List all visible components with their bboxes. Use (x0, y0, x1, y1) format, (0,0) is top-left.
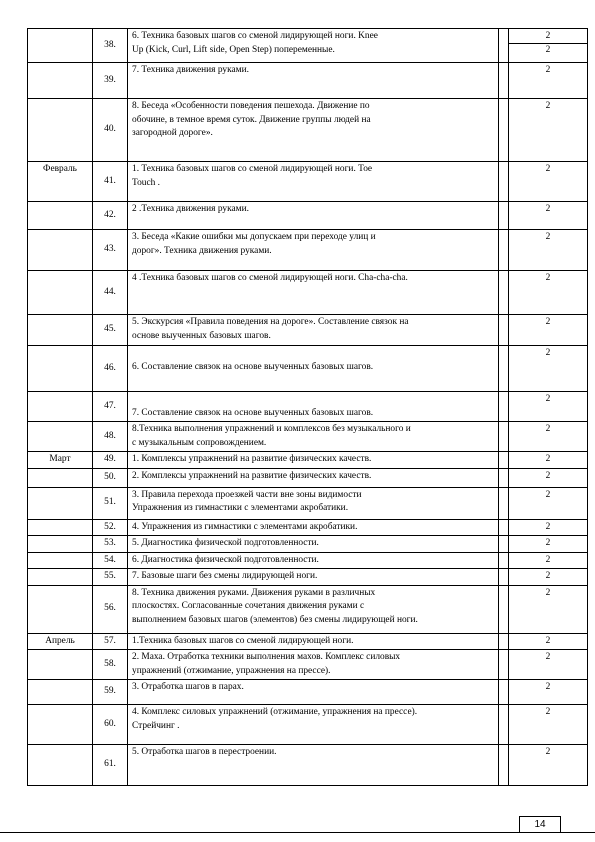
lesson-number: 54. (93, 552, 128, 569)
topic-line: с музыкальным сопровождением. (132, 437, 267, 448)
month-cell (28, 536, 93, 553)
topic-line: 1. Комплексы упражнений на развитие физических качеств. (132, 454, 372, 464)
topic-line (132, 347, 495, 361)
hours-value: 2 (545, 682, 551, 692)
spacer-cell (499, 633, 509, 650)
topic-line: Up (Kick, Curl, Lift side, Open Step) попеременные. (132, 44, 335, 55)
lesson-number: 50. (93, 468, 128, 487)
hours-value: 2 (545, 747, 551, 757)
lesson-number: 48. (93, 422, 128, 452)
topic-line: 8.Техника выполнения упражнений и комплексов без музыкального и (132, 424, 411, 434)
hours-value: 2 (545, 571, 551, 581)
month-cell (28, 487, 93, 519)
spacer-cell (499, 487, 509, 519)
topic-line: обочине, в темное время суток. Движение группы людей на (132, 114, 371, 125)
lesson-number: 57. (93, 633, 128, 650)
spacer-cell (499, 519, 509, 536)
table-row (28, 536, 588, 553)
lesson-topic (128, 650, 499, 680)
spacer-cell (499, 552, 509, 569)
month-cell (28, 585, 93, 633)
footer-rule (0, 832, 595, 833)
hours-value: 2 (545, 554, 551, 565)
lesson-topic (128, 705, 499, 745)
table-row (28, 552, 588, 569)
table-row (28, 468, 588, 487)
hours-cell (509, 705, 588, 745)
hours-value: 2 (545, 489, 551, 500)
month-cell (28, 680, 93, 705)
lesson-number: 60. (93, 705, 128, 745)
spacer-cell (499, 452, 509, 469)
lesson-topic (128, 162, 499, 202)
topic-line: Стрейчинг . (132, 720, 180, 731)
topic-line: плоскостях. Согласованные сочетания движения руками с (132, 601, 365, 611)
lesson-topic (128, 315, 499, 346)
page-number: 14 (519, 816, 561, 833)
lesson-topic (128, 29, 499, 63)
table-row (28, 315, 588, 346)
hours-cell (509, 99, 588, 162)
hours-value: 2 (545, 587, 551, 598)
topic-line: выполнением базовых шагов (элементов) без смены лидирующей ноги. (132, 614, 418, 625)
month-cell (28, 552, 93, 569)
topic-line: 6. Составление связок на основе выученных базовых шагов. (132, 361, 374, 372)
topic-line: 3. Правила перехода проезжей части вне зоны видимости (132, 489, 362, 500)
lesson-number: 46. (93, 346, 128, 392)
month-cell (28, 346, 93, 392)
lesson-topic (128, 680, 499, 705)
month-cell (28, 650, 93, 680)
table-row (28, 29, 588, 63)
lesson-topic (128, 468, 499, 487)
topic-line: 1.Техника базовых шагов со сменой лидирующей ноги. (132, 635, 354, 646)
lesson-number: 39. (93, 63, 128, 99)
lesson-topic (128, 569, 499, 586)
month-cell (28, 569, 93, 586)
hours-value: 2 (545, 538, 551, 548)
topic-line (132, 393, 495, 407)
lesson-topic (128, 271, 499, 315)
spacer-cell (499, 99, 509, 162)
hours-cell (509, 680, 588, 705)
spacer-cell (499, 650, 509, 680)
lesson-topic (128, 392, 499, 422)
table-row (28, 346, 588, 392)
lesson-number: 38. (93, 29, 128, 63)
lesson-topic (128, 346, 499, 392)
hours-value: 2 (545, 635, 551, 646)
lesson-topic (128, 422, 499, 452)
hours-cell (509, 63, 588, 99)
lesson-topic (128, 745, 499, 786)
topic-line: 5. Экскурсия «Правила поведения на дороге». Составление связок на (132, 317, 409, 327)
hours-cell (509, 569, 588, 586)
lesson-topic (128, 487, 499, 519)
month-cell (28, 468, 93, 487)
table-row (28, 680, 588, 705)
lesson-number: 49. (93, 452, 128, 469)
table-row (28, 63, 588, 99)
table-row (28, 422, 588, 452)
topic-line: 2. Маха. Отработка техники выполнения махов. Комплекс силовых (132, 652, 401, 662)
hours-cell (509, 202, 588, 230)
lesson-number: 40. (93, 99, 128, 162)
topic-line: Упражнения из гимнастики с элементами акробатики. (132, 503, 349, 513)
month-cell: Март (28, 452, 93, 469)
topic-line: 3. Отработка шагов в парах. (132, 682, 244, 692)
lesson-topic (128, 585, 499, 633)
spacer-cell (499, 202, 509, 230)
hours-cell (509, 650, 588, 680)
month-cell (28, 519, 93, 536)
lesson-topic (128, 63, 499, 99)
hours-value: 2 (545, 164, 551, 174)
spacer-cell (499, 468, 509, 487)
month-cell (28, 230, 93, 271)
month-cell: Февраль (28, 162, 93, 202)
topic-line: 4. Комплекс силовых упражнений (отжимание, упражнения на прессе). (132, 707, 418, 717)
topic-line: 2. Комплексы упражнений на развитие физических качеств. (132, 470, 372, 481)
topic-line: 7. Техника движения руками. (132, 65, 249, 75)
hours-cell (509, 745, 588, 786)
hours-cell (509, 271, 588, 315)
hours-value: 2 (545, 454, 551, 464)
table-row (28, 569, 588, 586)
hours-cell (509, 29, 588, 63)
lesson-number: 58. (93, 650, 128, 680)
lesson-number: 43. (93, 230, 128, 271)
hours-cell (509, 585, 588, 633)
topic-line: дорог». Техника движения руками. (132, 245, 272, 256)
table-row (28, 392, 588, 422)
hours-value: 2 (545, 273, 551, 283)
hours-value: 2 (545, 317, 551, 327)
month-cell (28, 315, 93, 346)
lesson-topic (128, 202, 499, 230)
hours-value: 2 (509, 30, 587, 44)
table-row (28, 487, 588, 519)
spacer-cell (499, 585, 509, 633)
lesson-topic (128, 452, 499, 469)
topic-line: 7. Базовые шаги без смены лидирующей ноги. (132, 571, 318, 581)
month-cell (28, 99, 93, 162)
month-cell (28, 29, 93, 63)
hours-value: 2 (545, 204, 551, 214)
lesson-number: 45. (93, 315, 128, 346)
hours-cell (509, 392, 588, 422)
hours-value: 2 (545, 394, 551, 404)
table-row (28, 452, 588, 469)
spacer-cell (499, 536, 509, 553)
topic-line: 7. Составление связок на основе выученных базовых шагов. (132, 407, 374, 418)
hours-value: 2 (545, 348, 551, 358)
table-row (28, 230, 588, 271)
lesson-number: 61. (93, 745, 128, 786)
lesson-number: 59. (93, 680, 128, 705)
spacer-cell (499, 29, 509, 63)
lesson-topic (128, 230, 499, 271)
topic-line: 3. Беседа «Какие ошибки мы допускаем при переходе улиц и (132, 232, 376, 242)
hours-value: 2 (545, 65, 551, 75)
lesson-topic (128, 552, 499, 569)
spacer-cell (499, 705, 509, 745)
lesson-number: 42. (93, 202, 128, 230)
table-row (28, 745, 588, 786)
spacer-cell (499, 346, 509, 392)
table-row (28, 99, 588, 162)
table-row (28, 650, 588, 680)
table-row (28, 585, 588, 633)
table-row (28, 705, 588, 745)
hours-cell (509, 519, 588, 536)
spacer-cell (499, 392, 509, 422)
topic-line: 5. Диагностика физической подготовленности. (132, 538, 319, 548)
topic-line: 6. Техника базовых шагов со сменой лидирующей ноги. Knee (132, 31, 378, 41)
spacer-cell (499, 422, 509, 452)
spacer-cell (499, 162, 509, 202)
hours-value: 2 (545, 232, 551, 242)
month-cell: Апрель (28, 633, 93, 650)
hours-value: 2 (545, 101, 551, 111)
hours-cell (509, 536, 588, 553)
topic-line: 5. Отработка шагов в перестроении. (132, 747, 277, 757)
month-cell (28, 705, 93, 745)
lesson-topic (128, 519, 499, 536)
table-row (28, 519, 588, 536)
lesson-number: 52. (93, 519, 128, 536)
month-cell (28, 202, 93, 230)
hours-cell (509, 422, 588, 452)
spacer-cell (499, 315, 509, 346)
month-cell (28, 392, 93, 422)
topic-line: 4 .Техника базовых шагов со сменой лидирующей ноги. Cha-cha-cha. (132, 273, 408, 283)
spacer-cell (499, 680, 509, 705)
hours-cell (509, 552, 588, 569)
spacer-cell (499, 230, 509, 271)
hours-cell (509, 162, 588, 202)
hours-cell (509, 346, 588, 392)
topic-line: 8. Техника движения руками. Движения руками в различных (132, 587, 376, 598)
topic-line: упражнений (отжимание, упражнения на прессе). (132, 665, 331, 676)
lesson-number: 53. (93, 536, 128, 553)
month-cell (28, 745, 93, 786)
topic-line: 1. Техника базовых шагов со сменой лидирующей ноги. Toe (132, 164, 373, 174)
hours-value: 2 (545, 707, 551, 717)
lesson-number: 51. (93, 487, 128, 519)
hours-value: 2 (545, 521, 551, 532)
table-row (28, 162, 588, 202)
hours-cell (509, 487, 588, 519)
table-row (28, 202, 588, 230)
topic-line: основе выученных базовых шагов. (132, 330, 271, 341)
lesson-number: 41. (93, 162, 128, 202)
table-row (28, 633, 588, 650)
hours-cell (509, 468, 588, 487)
hours-value: 2 (545, 424, 551, 434)
topic-line: загородной дороге». (132, 128, 213, 138)
topic-line: 8. Беседа «Особенности поведения пешехода. Движение по (132, 101, 370, 111)
lesson-plan-table (27, 28, 588, 786)
lesson-number: 44. (93, 271, 128, 315)
hours-cell (509, 452, 588, 469)
hours-value: 2 (545, 470, 551, 481)
topic-line: 2 .Техника движения руками. (132, 204, 249, 214)
hours-cell (509, 230, 588, 271)
month-cell (28, 63, 93, 99)
lesson-topic (128, 633, 499, 650)
spacer-cell (499, 745, 509, 786)
spacer-cell (499, 271, 509, 315)
lesson-topic (128, 99, 499, 162)
lesson-number: 47. (93, 392, 128, 422)
spacer-cell (499, 63, 509, 99)
hours-value: 2 (545, 652, 551, 662)
spacer-cell (499, 569, 509, 586)
topic-line: Touch . (132, 177, 160, 188)
lesson-number: 56. (93, 585, 128, 633)
topic-line: 6. Диагностика физической подготовленности. (132, 554, 319, 565)
schedule-sheet (27, 28, 587, 786)
topic-line: 4. Упражнения из гимнастики с элементами акробатики. (132, 521, 358, 532)
month-cell (28, 271, 93, 315)
table-row (28, 271, 588, 315)
lesson-topic (128, 536, 499, 553)
hours-cell (509, 633, 588, 650)
hours-value: 2 (545, 45, 551, 55)
hours-cell (509, 315, 588, 346)
month-cell (28, 422, 93, 452)
lesson-number: 55. (93, 569, 128, 586)
